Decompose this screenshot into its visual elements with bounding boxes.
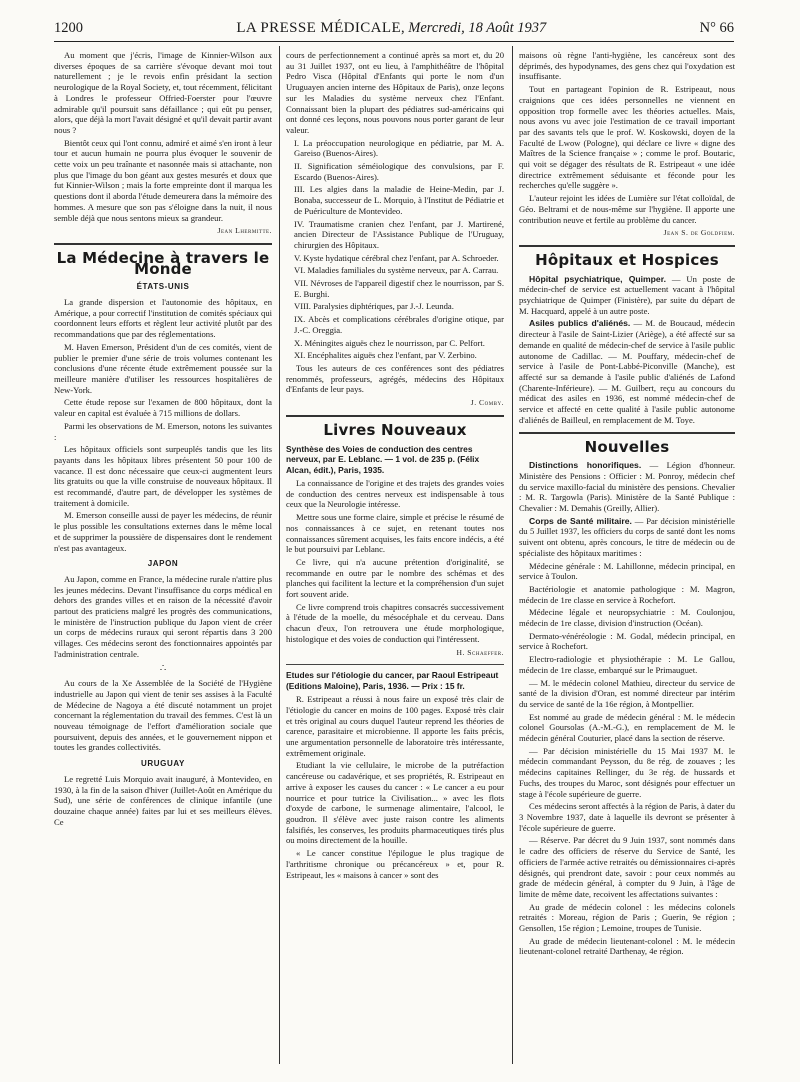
- issue-number: N° 66: [699, 20, 734, 36]
- list-item: XI. Encéphalites aiguës chez l'enfant, par V. Zerbino.: [294, 350, 477, 361]
- paragraph: Etudiant la vie cellulaire, le microbe de la putréfaction cancéreuse ou cadavérique, et ses propriétés, R. Estripeaut en arrive à exposer les causes du cancer : « Le cancer a eu pour nourrice et pour tutrice la Civilisation... » avec les flots d'oxyde de carbone, le surmenage alimentaire, l'alcool, le goudron. Il s'élève avec juste raison contre les aliments falsifiés, les conserves, les produits pharmaceutiques tirés plus ou moins directement de la houille.: [286, 760, 504, 846]
- column-3: [519, 50, 735, 1064]
- list-item: VI. Maladies familiales du système nerveux, par A. Carrau.: [294, 265, 499, 276]
- paragraph: Tous les auteurs de ces conférences sont des pédiatres renommés, professeurs, agrégés, médecins des Hôpitaux d'Enfants de leur pays.: [286, 362, 504, 395]
- page-number: 1200: [54, 20, 83, 36]
- paragraph: Au Japon, comme en France, la médecine rurale n'attire plus les jeunes médecins. Devant l'insuffisance du corps médical en dehors des grandes villes et en raison de la nécessité d'avoir partout des praticiens malgré les progrès des communications, le ministère de l'instruction publique du Japon vient de créer un corps de médecins ruraux qui seront répartis dans 3 200 villages. Ces médecins seront des fonctionnaires appointés par l'administration centrale.: [54, 573, 272, 659]
- section-title-nouvelles: Nouvelles: [584, 437, 670, 456]
- subheading-etats-unis: ÉTATS-UNIS: [136, 282, 190, 292]
- paragraph: Dermato-vénéréologie : M. Godal, médecin principal, en service à Rochefort.: [519, 630, 735, 652]
- column-1: [54, 50, 272, 1064]
- paragraph: Tout en partageant l'opinion de R. Estripeaut, nous craignions que ces idées personnelles ne viennent en opposition trop formelle avec les théories actuelles. Mais, nous avons vu avec joie l'estimation de ce travail important par des savants tels que le prof. W. Koskowski, doyen de la Faculté de Lwow (Pologne), qui déclare ce livre « digne des Maîtres de la Science française » ; comme le prof. Boutaric, qui voit se dégager des résultats de R. Estripeaut « une idée directrice extrêmement séduisante et féconde pour les recherches qu'elle suggère ».: [519, 84, 735, 191]
- paragraph: Le regretté Luis Morquio avait inauguré, à Montevideo, en 1930, à la fin de la saison d'hiver (Juillet-Août en Amérique du Sud), une série de conférences de clinique infantile (une douzaine chaque année) faites par lui et ses meilleurs élèves. Ce: [54, 773, 272, 827]
- list-item: II. Signification séméiologique des convulsions, par F. Escardo (Buenos-Aires).: [294, 161, 504, 182]
- paragraph: Parmi les observations de M. Emerson, notons les suivantes :: [54, 420, 272, 442]
- paragraph: Ce livre comprend trois chapitres consacrés successivement à l'étude de la moelle, du mésocéphale et du cerveau. Dans chacun d'eux, l'on retrouvera une étude morphologique, histologique et des voies de conduction qui l'intéressent.: [286, 601, 504, 644]
- paragraph: Electro-radiologie et physiothérapie : M. Le Gallou, médecin de 1re classe, embarqué sur le Primauguet.: [519, 654, 735, 675]
- paragraph: cours de perfectionnement a continué après sa mort et, du 20 au 31 Juillet 1937, ont eu lieu, à l'amphithéâtre de l'hôpital Pedro Visca (Hôpital d'Enfants qui porte le nom d'un Uruguayen ancien interne des Hôpitaux de Paris), onze leçons sur les Maladies du système nerveux chez l'Enfant. Connaissant bien la plupart des pédiatres sud-américains qui ont donné ces leçons, nous pouvons nous porter garant de leur valeur.: [286, 50, 504, 135]
- paragraph: — M. le médecin colonel Mathieu, directeur du service de santé de la division d'Oran, est nommé directeur par intérim du service de santé de la 16e région, à Montpellier.: [519, 677, 735, 709]
- paragraph: Bientôt ceux qui l'ont connu, admiré et aimé s'en iront à leur tour et aucun humain ne pourra plus évoquer le souvenir de cette voix un peu traînante et nasonnée mais si attachante, non plus que l'image du bon géant aux gestes mesurés et doux que fut Kinnier-Wilson ; mais la forte empreinte dont il marqua les questions dont il aborda l'étude demeurera dans la mémoire des hommes. A mesure que son pas s'éloigne dans la nuit, il nous semble déjà que nous sentons mieux sa grandeur.: [54, 137, 272, 223]
- list-item: IX. Abcès et complications cérébrales d'origine otique, par J.-C. Oreggia.: [294, 314, 504, 335]
- list-item: III. Les algies dans la maladie de Heine-Medin, par J. Bonaba, successeur de L. Morquio, à l'Institut de Pédiatrie et de Puériculture de Montevideo.: [294, 184, 504, 216]
- section-rule: [519, 432, 735, 434]
- paragraph: R. Estripeaut a réussi à nous faire un exposé très clair de l'étiologie du cancer en moins de 100 pages. Exposé très clair et très original au cours duquel l'auteur reprend les théories de carence, parasitaire et microbienne. Il apporte les faits précis, une argumentation personnelle de laboratoire très intéressante, extrêmement originale.: [286, 694, 504, 758]
- book-title: Synthèse des Voies de conduction des centres nerveux, par E. Leblanc. — 1 vol. de 235 p. (Félix Alcan, édit.), Paris, 1935.: [286, 443, 480, 475]
- paragraph: — Réserve. Par décret du 9 Juin 1937, sont nommés dans le cadre des officiers de réserve du Service de Santé, les officiers de l'armée active retraités ou démissionnaires ci-après désignés, qui prendront date, savoir : pour ceux nommés au grade de médecin général, à compter du 9 Juin, à l'âge de limite de même date, recoivent les affectations suivantes :: [519, 835, 735, 899]
- paragraph: Au moment que j'écris, l'image de Kinnier-Wilson aux diverses époques de sa carrière s'évoque devant moi tout naturellement ; je le revois enfin présidant la section neurologique de la Royal Society, et, tout récemment, félicitant à Londres le professeur Offried-Foerster pour l'œuvre admirable qu'il poursuit sans défaillance ; qui eût pu penser, alors, que déjà la mort l'avait désigné et qu'il devait partir avant nous ?: [54, 50, 272, 135]
- book-title: Etudes sur l'étiologie du cancer, par Raoul Estripeaut (Editions Maloine), Paris, 1936. — Prix : 15 fr.: [286, 670, 499, 691]
- list-item: I. La préoccupation neurologique en pédiatrie, par M. A. Gareiso (Buenos-Aires).: [294, 137, 504, 159]
- column-2: [286, 50, 504, 1064]
- paragraph: La grande dispersion et l'autonomie des hôpitaux, en Amérique, a pour correctif l'institution de comités spéciaux qui coordonnent leurs efforts et règlent leur activité plutôt par des recommandations que par des réglementations.: [54, 297, 272, 340]
- section-rule: [286, 415, 504, 417]
- news-item: Hôpital psychiatrique, Quimper. — Un poste de médecin-chef de service est actuellement vacant à l'hôpital psychiatrique de Quimper (Finistère), par suite du départ de M. Hacquard, appelé à un autre poste.: [519, 273, 735, 316]
- paragraph: M. Emerson conseille aussi de payer les médecins, de réunir le plus possible les consultations externes dans le même local et de supprimer la poussière de dispensaires dont le rendement n'est pas avantageux.: [54, 510, 272, 553]
- news-item: Corps de Santé militaire. — Par décision ministérielle du 5 Juillet 1937, les officiers du corps de santé dont les noms suivent ont obtenu, après concours, le titre de médecin ou de spécialiste des hôpitaux maritimes :: [519, 515, 735, 558]
- section-title-medecine-monde: La Médecine à travers le Monde: [56, 248, 270, 278]
- paragraph: Bactériologie et anatomie pathologique : M. Magron, médecin de 1re classe en service à Rochefort.: [519, 583, 735, 605]
- paragraph: Au grade de médecin lieutenant-colonel : M. le médecin lieutenant-colonel retraité Darthenay, 4e région.: [519, 935, 735, 957]
- news-item: Distinctions honorifiques. — Légion d'honneur. Ministère des Pensions : Officier : M. Ponroy, médecin chef du service maxillo-facial du ministère des pensions. Chevalier : M. R. Targowla (Paris). Ministère de la Santé Publique : Chevalier : M. Demahis (Greilly, Allier).: [519, 460, 735, 514]
- paragraph: L'auteur rejoint les idées de Lumière sur l'état colloïdal, de Géo. Beltrami et de nous-même sur l'hygiène. Il apporte une contribution neuve et fertile au problème du cancer.: [519, 193, 735, 225]
- asterism: ∴: [159, 662, 167, 674]
- paragraph: Médecine légale et neuropsychiatrie : M. Coulonjou, médecin de 1re classe, division d'instruction (Océan).: [519, 607, 735, 629]
- paragraph: Les hôpitaux officiels sont surpeuplés tandis que les lits payants dans les hôpitaux libres présentent 50 pour 100 de vacance. Il est donc nécessaire que ceux-ci augmentent leurs lits gratuits ou que la ville construise de nouveaux hôpitaux. Il est recommandé, d'autre part, de développer les systèmes de traitement à domicile.: [54, 444, 272, 508]
- paragraph: « Le cancer constitue l'épilogue le plus tragique de l'arthritisme chronique ou précancéreux » et, pour R. Estripeaut, les « maisons à cancer » sont des: [286, 848, 504, 880]
- subheading-uruguay: URUGUAY: [141, 759, 185, 769]
- header-rule: [54, 41, 734, 42]
- signature: Jean S. de Goldfiem.: [663, 228, 735, 238]
- list-item: V. Kyste hydatique cérébral chez l'enfant, par A. Schroeder.: [294, 252, 499, 263]
- paragraph: — Par décision ministérielle du 15 Mai 1937 M. le médecin commandant Peysson, du 8e rég. de zouaves ; les médecins capitaines Rellinger, du 3e rég. de hussards et Fuchs, des troupes du Maroc, sont désignés pour effectuer un stage à l'école supérieure de guerre.: [519, 745, 735, 799]
- subheading-japon: JAPON: [147, 559, 179, 569]
- column-divider: [512, 46, 513, 1064]
- paragraph: Ces médecins seront affectés à la région de Paris, à dater du 3 Novembre 1937, date à laquelle ils devront se présenter à l'école supérieure de guerre.: [519, 801, 735, 833]
- paragraph: Mettre sous une forme claire, simple et précise le résumé de nos connaissances à ce sujet, en retenant toutes nos connaissances sûrement acquises, les faits encore indécis, a été le but poursuivi par Leblanc.: [286, 512, 504, 555]
- divider: [286, 664, 504, 665]
- column-divider: [279, 46, 280, 1064]
- list-item: VII. Névroses de l'appareil digestif chez le nourrisson, par S. E. Burghi.: [294, 278, 504, 299]
- section-title-hopitaux: Hôpitaux et Hospices: [535, 250, 719, 269]
- paragraph: La connaissance de l'origine et des trajets des grandes voies de conduction des centres nerveux est indispensable à tous ceux que la Neurologie intéresse.: [286, 478, 504, 510]
- paragraph: Est nommé au grade de médecin général : M. le médecin colonel Goursolas (A.-M.-G.), en remplacement de M. le médecin général Couturier, placé dans la section de réserve.: [519, 711, 735, 744]
- paragraph: maisons où règne l'anti-hygiène, les cancéreux sont des déprimés, des hypodynames, des gens chez qui l'oxydation est insuffisante.: [519, 50, 735, 82]
- section-rule: [519, 245, 735, 247]
- journal-title: LA PRESSE MÉDICALE, Mercredi, 18 Août 1937: [236, 20, 547, 36]
- paragraph: Médecine générale : M. Lahillonne, médecin principal, en service à Toulon.: [519, 560, 735, 582]
- paragraph: Au cours de la Xe Assemblée de la Société de l'Hygiène industrielle au Japon qui vient de tenir ses assises à la Faculté de Médecine de Nagoya a été discuté notamment un projet concernant la réglementation du travail des femmes. C'est là un nouveau témoignage de l'effort d'amélioration sociale que poursuivent, depuis des années, et le gouvernement nippon et toutes les grandes collectivités.: [54, 678, 272, 753]
- paragraph: Ce livre, qui n'a aucune prétention d'originalité, se recommande en outre par le nombre des schémas et des planches qui facilitent la lecture et la compréhension d'un sujet fort souvent aride.: [286, 556, 504, 600]
- list-item: X. Méningites aiguës chez le nourrisson, par C. Pelfort.: [294, 337, 485, 348]
- section-rule: [54, 243, 272, 245]
- paragraph: Au grade de médecin colonel : les médecins colonels retraités : Moreau, région de Paris ; Guerin, 9e région ; Gensollen, 15e région ; Lemoine, troupes de Tunisie.: [519, 901, 735, 934]
- lecture-list: [286, 138, 504, 361]
- paragraph: Cette étude repose sur l'examen de 800 hôpitaux, dont la valeur en capital est évaluée à 715 millions de dollars.: [54, 397, 272, 419]
- section-title-livres-nouveaux: Livres Nouveaux: [323, 420, 467, 439]
- signature: Jean Lhermitte.: [217, 226, 272, 236]
- signature: J. Comby.: [470, 398, 504, 408]
- list-item: VIII. Paralysies diphtériques, par J.-J. Leunda.: [294, 301, 454, 312]
- paragraph: M. Haven Emerson, Président d'un de ces comités, vient de publier le premier d'une série de trois volumes contenant les conclusions d'une récente étude extrêmement poussée sur la meilleure manière d'utiliser les ressources hospitalières de New-York.: [54, 341, 272, 395]
- list-item: IV. Traumatisme cranien chez l'enfant, par J. Martirené, ancien Directeur de l'Assistance Publique de l'Uruguay, chirurgien des Hôpitaux.: [294, 218, 504, 250]
- news-item: Asiles publics d'aliénés. — M. de Boucaud, médecin directeur à l'asile de Saint-Lizier (Ariège), a été affecté sur sa demande en qualité de médecin-chef de service à l'asile public autonome de Cadillac. — M. Pouffary, médecin-chef de service à l'asile de Pont-Labbé-Piconville (Manche), est affecté sur sa demande à l'asile public d'aliénés de Lafond (Charente-Inférieure). — M. Guilbert, reçu au concours du médicat des asiles en 1936, est nommé médecin-chef de service et affecté en cette qualité à l'asile public autonome d'aliénés de Bailleul, en remplacement de M. Toye.: [519, 318, 735, 425]
- signature: H. Schaeffer.: [456, 647, 504, 657]
